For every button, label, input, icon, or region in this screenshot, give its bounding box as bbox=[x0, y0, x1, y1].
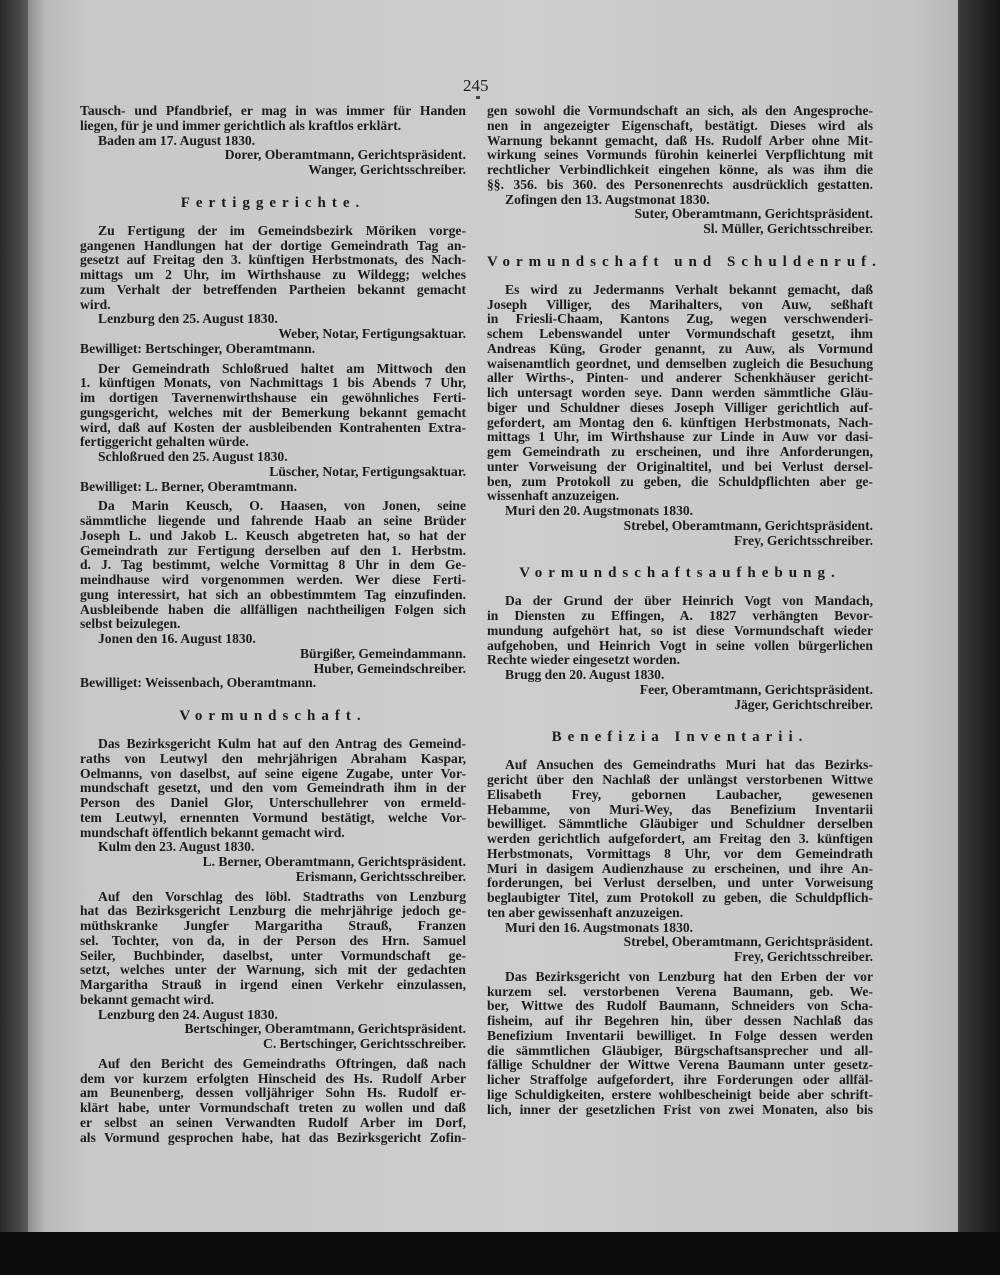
date-line: Muri den 20. Augstmonats 1830. bbox=[505, 503, 694, 518]
text-line: liegen, für je und immer gerichtlich als kraftlos erklärt. bbox=[80, 117, 402, 133]
text-line: bewilliget. Sämmtliche Gläubiger und Schuldner derselben bbox=[487, 816, 873, 832]
text-line: gung interessirt, hat sich an obbestimmtem Tag einzufinden. bbox=[80, 586, 466, 602]
section-heading: Vormundschaft. bbox=[179, 708, 367, 724]
signature-line: Frey, Gerichtsschreiber. bbox=[733, 949, 873, 964]
date-line: Baden am 17. August 1830. bbox=[98, 132, 256, 148]
paragraph-first-line: Da Marin Keusch, O. Haasen, von Jonen, seine bbox=[98, 498, 466, 514]
signature-line: Wanger, Gerichtsschreiber. bbox=[308, 162, 466, 177]
text-line: beglaubigter Titel, zum Protokoll zu geben, die Schuldpflich- bbox=[487, 890, 873, 905]
text-line: waisenamtlich geordnet, und demselben zugleich die Besuchung bbox=[487, 355, 873, 371]
text-line: mundschaft gesetzt, und den vom Gemeindrath ihm in der bbox=[80, 780, 466, 796]
text-line: wissenhaft anzuzeigen. bbox=[487, 488, 620, 504]
text-line: unter Vorweisung der Originaltitel, und bei Verlust dersel- bbox=[487, 458, 873, 474]
signature-line: Sl. Müller, Gerichtsschreiber. bbox=[703, 221, 873, 236]
paragraph-first-line: Auf den Vorschlag des löbl. Stadtraths von Lenzburg bbox=[98, 888, 466, 904]
section-heading: Fertiggerichte. bbox=[180, 194, 366, 211]
text-line: gangenen Handlungen hat der dortige Gemeindrath Tag an- bbox=[80, 237, 466, 253]
text-line: fertiggericht gehalten würde. bbox=[80, 434, 249, 450]
text-line: zum Verhalt der betreffenden Partheien bekannt gemacht bbox=[80, 281, 466, 297]
text-line: §§. 356. bis 360. des Personenrechts ausdrücklich gestatten. bbox=[487, 176, 873, 192]
signature-line: Frey, Gerichtsschreiber. bbox=[733, 532, 873, 548]
text-line: selbst beizulegen. bbox=[80, 616, 181, 632]
text-line: Rechte wieder eingesetzt worden. bbox=[487, 652, 681, 668]
text-line: Hebamme, von Muri-Wey, das Benefizium Inventarii bbox=[487, 801, 873, 817]
text-line: kurzem sel. verstorbenen Verena Baumann, geb. We- bbox=[487, 983, 873, 999]
signature-line: Weber, Notar, Fertigungsaktuar. bbox=[278, 326, 466, 341]
signature-line: Jäger, Gerichtschreiber. bbox=[734, 696, 873, 712]
text-line: Bewilliget: Weissenbach, Oberamtmann. bbox=[80, 675, 317, 691]
section-heading: Vormundschaftsaufhebung. bbox=[519, 565, 841, 582]
text-line: biger und Schuldner dieses Joseph Villiger gerichtlich auf- bbox=[487, 399, 873, 415]
text-line: Muri in dasigem Audienzhause zu erscheinen, und ihre An- bbox=[487, 860, 873, 876]
text-line: Warnung bekannt gemacht, daß Hs. Rudolf Arber ohne Mit- bbox=[487, 132, 873, 148]
paragraph-first-line: Das Bezirksgericht Kulm hat auf den Antrag des Gemeind- bbox=[98, 736, 466, 751]
date-line: Kulm den 23. August 1830. bbox=[98, 839, 255, 855]
date-line: Lenzburg den 25. August 1830. bbox=[98, 311, 278, 327]
text-line: Bewilliget: Bertschinger, Oberamtmann. bbox=[80, 340, 316, 356]
signature-line: Strebel, Oberamtmann, Gerichtspräsident. bbox=[623, 517, 873, 533]
text-line: Seiler, Buchbinder, daselbst, unter Vormundschaft ge- bbox=[80, 947, 466, 963]
paragraph-first-line: Auf den Bericht des Gemeindraths Oftringen, daß nach bbox=[98, 1055, 466, 1071]
text-line: hat das Bezirksgericht Lenzburg die mehrjährige jedoch ge- bbox=[80, 903, 466, 919]
text-line: tem Leutwyl, ernennten Vormund bestätigt, welche Vor- bbox=[80, 809, 466, 825]
signature-line: Bürgißer, Gemeindammann. bbox=[299, 645, 466, 661]
signature-line: Strebel, Oberamtmann, Gerichtspräsident. bbox=[623, 934, 873, 950]
text-line: aufgehoben, und Heinrich Vogt in seine vollen bürgerlichen bbox=[487, 637, 873, 653]
text-line: Oelmanns, von daselbst, auf seine eigene Zugabe, unter Vor- bbox=[80, 765, 466, 781]
paragraph-first-line: Es wird zu Jedermanns Verhalt bekannt gemacht, daß bbox=[505, 281, 873, 297]
text-line: lich, inner der gesetzlichen Frist von zwei Monaten, also bis bbox=[487, 1101, 873, 1117]
text-line: Tausch- und Pfandbrief, er mag in was immer für Handen bbox=[80, 103, 466, 118]
text-line: wird, daß auf Kosten der ausbleibenden Kontrahenten Extra- bbox=[80, 419, 466, 435]
paragraph-first-line: Da der Grund der über Heinrich Vogt von Mandach, bbox=[505, 593, 873, 609]
text-line: sämmtliche liegende und fahrende Haab an seine Brüder bbox=[80, 513, 466, 528]
text-line: wirkung seines Vormunds fürohin keinerlei Verpflichtung mit bbox=[487, 147, 873, 163]
text-line: gen sowohl die Vormundschaft an sich, als den Angesproche- bbox=[487, 103, 873, 118]
text-line: raths von Leutwyl den mehrjährigen Abraham Kaspar, bbox=[80, 750, 466, 766]
paragraph-first-line: Das Bezirksgericht von Lenzburg hat den Erben der vor bbox=[505, 968, 873, 984]
text-line: in Diensten zu Effingen, A. 1827 verhängten Bevor- bbox=[487, 608, 873, 623]
text-line: Margaritha Strauß in irgend einen Verkehr einzulassen, bbox=[80, 977, 466, 992]
text-line: Benefizium Inventarii bewilliget. In Folge dessen werden bbox=[487, 1027, 873, 1043]
text-line: wird. bbox=[80, 296, 111, 312]
text-line: im dortigen Tavernenwirthshause ein gewöhnliches Ferti- bbox=[80, 390, 466, 405]
text-line: licher Straffolge aufgefordert, ihre Forderungen oder allfäl- bbox=[487, 1072, 873, 1087]
text-line: am Beunenberg, dessen volljähriger Sohn Hs. Rudolf er- bbox=[80, 1085, 466, 1101]
section-heading: Benefizia Inventarii. bbox=[551, 729, 809, 746]
signature-line: Erismann, Gerichtsschreiber. bbox=[295, 868, 466, 884]
right-column bbox=[487, 103, 882, 1117]
scan-bottom-border bbox=[0, 1232, 1000, 1275]
text-line: müthskranke Jungfer Margaritha Strauß, Franzen bbox=[80, 918, 466, 933]
left-column bbox=[80, 104, 466, 1145]
text-line: Gemeindrath zur Fertigung derselben auf den 1. Herbstm. bbox=[80, 542, 466, 558]
text-line: forderungen, bei Verlust derselben, und unter Vorweisung bbox=[487, 875, 873, 891]
text-line: sel. Tochter, von da, in der Person des Hrn. Samuel bbox=[80, 932, 466, 948]
signature-line: Bertschinger, Oberamtmann, Gerichtspräsident. bbox=[184, 1021, 466, 1037]
text-line: Ausbleibende haben die allfälligen nachtheiligen Folgen sich bbox=[80, 601, 466, 617]
section-heading: Vormundschaft und Schuldenruf. bbox=[487, 253, 882, 270]
text-line: mundung aufgehört hat, so ist diese Vormundschaft wieder bbox=[487, 622, 873, 638]
text-line: d. J. Tag bestimmt, welche Vormittag 8 Uhr in dem Ge- bbox=[80, 557, 466, 573]
text-line: in Friesli-Chaam, Kantons Zug, wegen verschwenderi- bbox=[487, 311, 873, 327]
signature-line: Dorer, Oberamtmann, Gerichtspräsident. bbox=[224, 147, 466, 163]
text-line: fisheim, auf ihr Begehren hin, über dessen Nachlaß das bbox=[487, 1013, 873, 1028]
date-line: Schloßrued den 25. August 1830. bbox=[98, 449, 288, 464]
text-line: Joseph Villiger, des Marihalters, von Auw, seßhaft bbox=[487, 296, 873, 312]
paragraph-first-line: Zu Fertigung der im Gemeindsbezirk Möriken vorge- bbox=[98, 222, 466, 238]
text-line: schem Lebenswandel unter Vormundschaft gesetzt, ihm bbox=[487, 326, 873, 341]
text-line: mittags 1 Uhr, im Wirthshause zur Linde in Auw vor dasi- bbox=[487, 429, 873, 445]
text-line: 1. künftigen Monats, von Nachmittags 1 bis Abends 7 Uhr, bbox=[80, 375, 466, 391]
text-line: gungsgericht, welches mit der Bemerkung bekannt gemacht bbox=[80, 404, 466, 420]
signature-line: Feer, Oberamtmann, Gerichtspräsident. bbox=[639, 681, 873, 697]
text-line: Herbstmonats, Vormittags 8 Uhr, vor dem Gemeindrath bbox=[487, 845, 873, 861]
signature-line: Suter, Oberamtmann, Gerichtspräsident. bbox=[634, 206, 873, 222]
text-line: er selbst an seinen Verwandten Rudolf Arber im Dorf, bbox=[80, 1114, 466, 1130]
text-line: gesetzt auf Freitag den 3. künftigen Herbstmonats, des Nach- bbox=[80, 252, 466, 268]
text-line: dem vor kurzem erfolgten Hinscheid des Hs. Rudolf Arber bbox=[80, 1070, 466, 1086]
text-line: ber, Wittwe des Rudolf Baumann, Schneiders von Scha- bbox=[487, 998, 873, 1014]
page-edge-shadow bbox=[958, 0, 1000, 1275]
text-line: Elisabeth Frey, gebornen Laubacher, gewesenen bbox=[487, 786, 873, 802]
text-line: Person des Daniel Glor, Unterschullehrer von ermeld- bbox=[80, 795, 466, 810]
date-line: Zofingen den 13. Augstmonat 1830. bbox=[505, 191, 710, 207]
text-line: die sämmtlichen Gläubiger, Bürgschaftsansprecher und all- bbox=[487, 1042, 873, 1058]
text-line: Bewilliget: L. Berner, Oberamtmann. bbox=[80, 478, 297, 494]
text-line: werden gerichtlich aufgefordert, am Freitag den 3. künftigen bbox=[487, 831, 873, 846]
print-speck bbox=[476, 96, 480, 99]
text-line: rechtlicher Verbindlichkeit eingehen könne, als was ihm die bbox=[487, 162, 873, 177]
signature-line: Lüscher, Notar, Fertigungsaktuar. bbox=[269, 463, 466, 479]
text-line: mundschaft öffentlich bekannt gemacht wird. bbox=[80, 824, 345, 840]
date-line: Jonen den 16. August 1830. bbox=[98, 631, 256, 646]
text-line: gem Gemeindrath zu erscheinen, und ihre Anforderungen, bbox=[487, 444, 873, 459]
date-line: Lenzburg den 24. August 1830. bbox=[98, 1006, 278, 1022]
text-line: aller Wirths-, Pinten- und anderer Schenkhäuser gericht- bbox=[487, 370, 873, 386]
text-line: ten aber gewissenhaft anzuzeigen. bbox=[487, 904, 684, 920]
text-line: klärt habe, unter Vormundschaft treten zu wollen und daß bbox=[80, 1100, 466, 1115]
signature-line: C. Bertschinger, Gerichtsschreiber. bbox=[263, 1036, 466, 1051]
text-line: lich untersagt worden seye. Dann werden sämmtliche Gläu- bbox=[487, 385, 873, 400]
text-line: mittags um 2 Uhr, im Wirthshause zu Wildegg; welches bbox=[80, 267, 466, 282]
date-line: Muri den 16. Augstmonats 1830. bbox=[505, 919, 694, 935]
text-line: gericht über den Nachlaß der unlängst verstorbenen Wittwe bbox=[487, 772, 873, 787]
page-number: 245 bbox=[463, 76, 489, 95]
text-line: Joseph L. und Jakob L. Keusch abgetreten hat, so hat der bbox=[80, 527, 466, 543]
text-line: als Vormund gesprochen habe, hat das Bezirksgericht Zofin- bbox=[80, 1129, 466, 1145]
date-line: Brugg den 20. August 1830. bbox=[505, 667, 665, 682]
paragraph-first-line: Der Gemeindrath Schloßrued haltet am Mittwoch den bbox=[98, 360, 466, 376]
text-line: meindhause wird vorgenommen werden. Wer diese Ferti- bbox=[80, 572, 466, 587]
signature-line: L. Berner, Oberamtmann, Gerichtspräsident. bbox=[202, 854, 466, 869]
text-line: Andreas Küng, Groder genannt, zu Auw, als Vormund bbox=[487, 340, 873, 356]
text-line: ben, zum Protokoll zu geben, die Schuldpflichten aber ge- bbox=[487, 473, 873, 489]
signature-line: Huber, Gemeindschreiber. bbox=[313, 660, 466, 676]
text-line: nen in angezeigter Eigenschaft, bestätigt. Dieses wird als bbox=[487, 117, 873, 133]
text-line: bekannt gemacht wird. bbox=[80, 991, 215, 1007]
text-line: fällige Schuldner der Wittwe Verena Baumann unter gesetz- bbox=[487, 1057, 873, 1073]
text-line: setzt, welches unter der Warnung, sich mit der gedachten bbox=[80, 962, 466, 978]
text-line: lige Schuldigkeiten, erstere wohlbescheinigt beide aber schrift- bbox=[487, 1086, 873, 1102]
paragraph-first-line: Auf Ansuchen des Gemeindraths Muri hat das Bezirks- bbox=[505, 757, 873, 773]
text-line: gefordert, am Montag den 6. künftigen Herbstmonats, Nach- bbox=[487, 414, 873, 430]
